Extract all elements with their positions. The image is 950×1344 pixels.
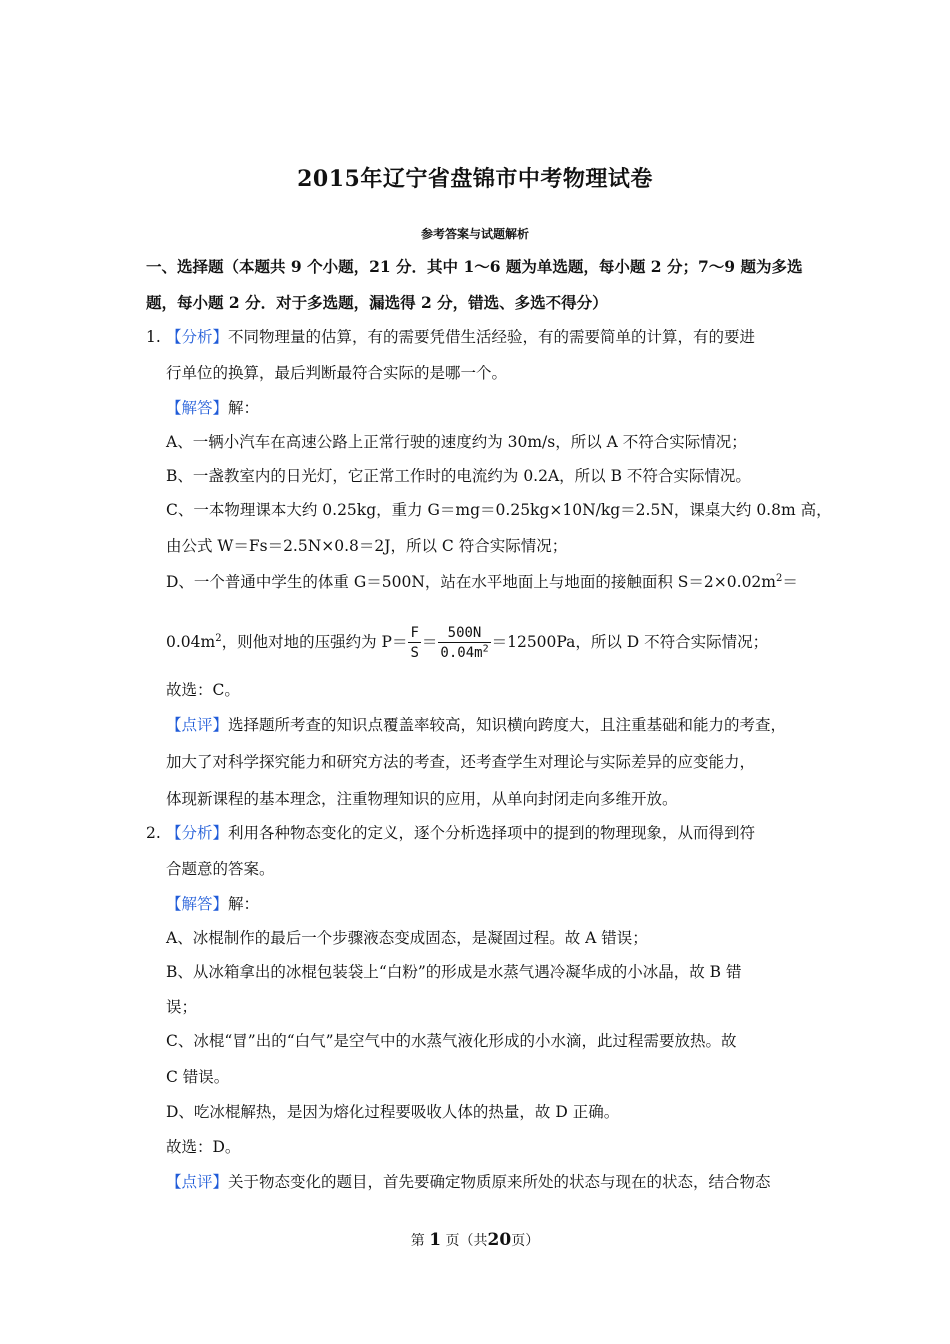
q1-analysis-line2: 行单位的换算，最后判断最符合实际的是哪一个。 <box>166 364 508 382</box>
q1-d2-end: ＝12500Pa，所以 D 不符合实际情况； <box>491 633 769 651</box>
analysis-tag: 分析 <box>181 328 213 346</box>
document-title: 2015年辽宁省盘锦市中考物理试卷 <box>297 166 653 192</box>
fraction-denominator-sup: 2 <box>482 642 489 654</box>
q1-comment-line2: 加大了对科学探究能力和研究方法的考查，还考查学生对理论与实际差异的应变能力， <box>166 753 756 771</box>
q1-answer-line <box>166 398 259 418</box>
q1-d1-sup: 2 <box>776 572 783 584</box>
page-footer <box>0 1230 950 1250</box>
fraction-denominator <box>438 643 490 663</box>
q1-option-a: A、一辆小汽车在高速公路上正常行驶的速度约为 30m/s，所以 A 不符合实际情况； <box>166 433 747 451</box>
pressure-fraction-f-over-s <box>408 624 420 663</box>
q1-d2-sup: 2 <box>215 632 222 644</box>
section-heading-line1: 一、选择题（本题共 9 个小题，21 分．其中 1～6 题为单选题，每小题 2 分；7～9 题为多选 <box>146 257 803 276</box>
q1-d1-end: ＝ <box>782 573 798 591</box>
q1-option-d-line1 <box>166 572 798 592</box>
equals-sign: ＝ <box>421 633 438 651</box>
q1-analysis-text1: 不同物理量的估算，有的需要凭借生活经验，有的需要简单的计算，有的要进 <box>228 328 756 346</box>
q1-d1-text: D、一个普通中学生的体重 G＝500N，站在水平地面上与地面的接触面积 S＝2×0.02m <box>166 573 776 591</box>
q2-comment-text1: 关于物态变化的题目，首先要确定物质原来所处的状态与现在的状态，结合物态 <box>228 1173 771 1191</box>
document-subtitle: 参考答案与试题解析 <box>420 227 529 241</box>
bracket-right: 】 <box>212 328 229 346</box>
q1-option-c-line2: 由公式 W＝Fs＝2.5N×0.8＝2J，所以 C 符合实际情况； <box>166 537 568 555</box>
fraction-denominator: S <box>410 644 419 661</box>
footer-mid: 页（共 <box>445 1233 488 1249</box>
fraction-numerator: F <box>410 624 419 641</box>
bracket-left: 【 <box>166 716 182 734</box>
q2-choice: 故选：D。 <box>166 1138 241 1156</box>
q2-comment-line1 <box>166 1172 771 1192</box>
q2-option-b-line1: B、从冰箱拿出的冰棍包装袋上“白粉”的形成是水蒸气遇冷凝华成的小冰晶，故 B 错 <box>166 963 742 981</box>
bracket-right: 】 <box>212 824 229 842</box>
comment-tag: 点评 <box>181 716 213 734</box>
q1-comment-text1: 选择题所考查的知识点覆盖率较高，知识横向跨度大，且注重基础和能力的考查， <box>228 716 787 734</box>
bracket-left: 【 <box>166 895 182 913</box>
q1-d2-start: 0.04m <box>166 633 216 651</box>
q1-comment-line3: 体现新课程的基本理念，注重物理知识的应用，从单向封闭走向多维开放。 <box>166 790 678 808</box>
fraction-denominator-text: 0.04m <box>440 644 483 661</box>
q1-option-d-line2 <box>166 620 768 664</box>
footer-post: 页） <box>511 1233 540 1249</box>
footer-pre: 第 <box>410 1233 425 1249</box>
q1-option-c-line1: C、一本物理课本大约 0.25kg，重力 G＝mg＝0.25kg×10N/kg＝2.5N，课桌大约 0.8m 高， <box>166 501 832 519</box>
q2-option-b-line2: 误； <box>166 998 198 1016</box>
q2-answer-line <box>166 894 259 914</box>
q2-analysis-text1: 利用各种物态变化的定义，逐个分析选择项中的提到的物理现象，从而得到符 <box>228 824 756 842</box>
q1-comment-line1 <box>166 715 786 735</box>
q2-answer-prefix: 解： <box>228 895 260 913</box>
bracket-left: 【 <box>166 1173 182 1191</box>
bracket-right: 】 <box>212 399 229 417</box>
answer-tag: 解答 <box>181 399 213 417</box>
q2-option-c-line1: C、冰棍“冒”出的“白气”是空气中的水蒸气液化形成的小水滴，此过程需要放热。故 <box>166 1032 737 1050</box>
q2-option-d: D、吃冰棍解热，是因为熔化过程要吸收人体的热量，故 D 正确。 <box>166 1103 620 1121</box>
q2-analysis-line1 <box>166 823 755 843</box>
section-heading-line2: 题，每小题 2 分．对于多选题，漏选得 2 分，错选、多选不得分） <box>146 293 608 312</box>
question-number-2: 2. <box>146 824 161 842</box>
bracket-right: 】 <box>212 1173 229 1191</box>
analysis-tag: 分析 <box>181 824 213 842</box>
bracket-left: 【 <box>166 824 182 842</box>
q1-answer-prefix: 解： <box>228 399 260 417</box>
comment-tag: 点评 <box>181 1173 213 1191</box>
q2-option-c-line2: C 错误。 <box>166 1068 230 1086</box>
q1-option-b: B、一盏教室内的日光灯，它正常工作时的电流约为 0.2A，所以 B 不符合实际情况。 <box>166 467 751 485</box>
answer-tag: 解答 <box>181 895 213 913</box>
bracket-left: 【 <box>166 328 182 346</box>
bracket-left: 【 <box>166 399 182 417</box>
q2-option-a: A、冰棍制作的最后一个步骤液态变成固态，是凝固过程。故 A 错误； <box>166 929 648 947</box>
q1-d2-mid: ，则他对地的压强约为 P＝ <box>221 633 408 651</box>
q1-analysis-line1 <box>166 327 755 347</box>
question-number-1: 1. <box>146 328 161 346</box>
bracket-right: 】 <box>212 716 229 734</box>
q2-analysis-line2: 合题意的答案。 <box>166 860 275 878</box>
q1-choice: 故选：C。 <box>166 681 240 699</box>
footer-total-pages: 20 <box>487 1230 512 1250</box>
fraction-numerator: 500N <box>438 624 490 643</box>
footer-page-number: 1 <box>429 1230 442 1250</box>
pressure-fraction-values <box>438 624 490 663</box>
bracket-right: 】 <box>212 895 229 913</box>
